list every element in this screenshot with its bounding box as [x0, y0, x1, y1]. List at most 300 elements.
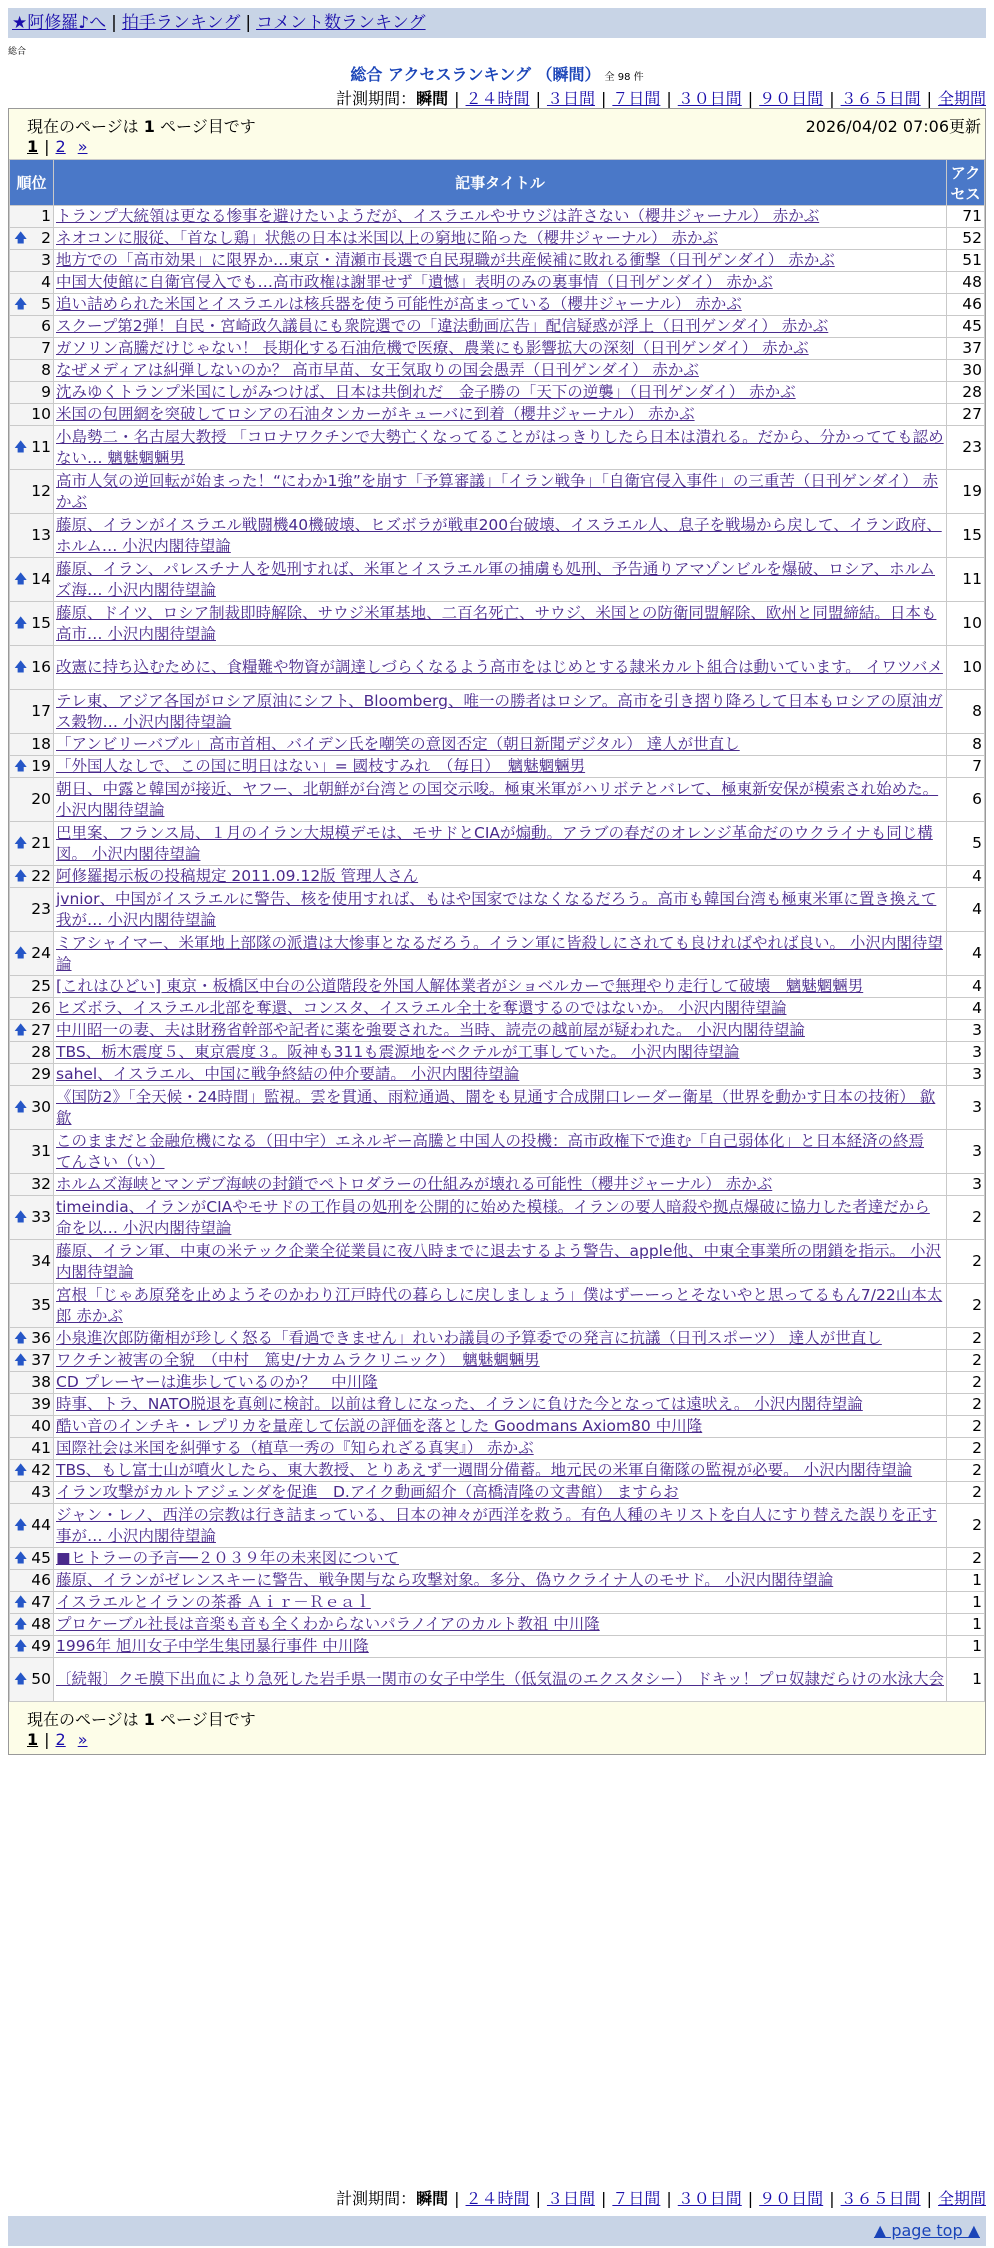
access-count: 3: [947, 1042, 985, 1064]
table-row: [10, 470, 985, 514]
rank-number: 23: [31, 900, 51, 918]
rank-cell: [10, 1482, 54, 1504]
title-cell: [54, 206, 947, 228]
period-selector-bottom: [336, 2186, 986, 2209]
article-link[interactable]: 〔続報〕クモ膜下出血により急死した岩手県一関市の女子中学生（低気温のエクスタシー） ドキッ！プロ奴隷だらけの水泳大会: [56, 1670, 944, 1688]
rank-cell: [10, 470, 54, 514]
table-row: [10, 1240, 985, 1284]
title-cell: [54, 734, 947, 756]
table-row: [10, 1394, 985, 1416]
title-cell: [54, 1548, 947, 1570]
rank-number: 6: [41, 317, 51, 335]
article-link[interactable]: 藤原、イラン、パレスチナ人を処刑すれば、米軍とイスラエル軍の捕虜も処刑、予告通りアマゾンビルを爆破、ロシア、ホルムズ海… 小沢内閣待望論: [56, 559, 936, 599]
period-separator: |: [666, 89, 672, 108]
rank-number: 16: [31, 658, 51, 676]
rank-cell: [10, 1086, 54, 1130]
rank-number: 30: [31, 1098, 51, 1116]
table-row: [10, 998, 985, 1020]
access-count: 8: [947, 690, 985, 734]
article-link[interactable]: timeindia、イランがCIAやモサドの工作員の処刑を公開的に始めた模様。イランの要人暗殺や拠点爆破に協力した者達だから命を以… 小沢内閣待望論: [56, 1197, 930, 1237]
access-count: 1: [947, 1614, 985, 1636]
title-cell: [54, 932, 947, 976]
access-count: 1: [947, 1592, 985, 1614]
period-separator: |: [535, 2189, 541, 2208]
title-cell: [54, 602, 947, 646]
title-cell: [54, 1570, 947, 1592]
period-current: 瞬間: [416, 2189, 449, 2208]
article-link[interactable]: 1996年 旭川女子中学生集団暴行事件 中川隆: [56, 1637, 369, 1655]
access-count: 7: [947, 756, 985, 778]
title-cell: [54, 228, 947, 250]
access-count: 71: [947, 206, 985, 228]
access-count: 19: [947, 470, 985, 514]
info-bar-top: [9, 109, 985, 159]
rank-number: 40: [31, 1417, 51, 1435]
rank-number: 41: [31, 1439, 51, 1457]
article-link[interactable]: ■ヒトラーの予言──２０３９年の未来図について: [56, 1549, 399, 1567]
rank-cell: [10, 866, 54, 888]
table-row: [10, 1350, 985, 1372]
rank-number: 27: [31, 1021, 51, 1039]
rank-cell: [10, 382, 54, 404]
access-count: 1: [947, 1570, 985, 1592]
period-label: 計測期間：: [336, 89, 417, 108]
title-cell: [54, 1614, 947, 1636]
title-cell: [54, 338, 947, 360]
table-row: [10, 866, 985, 888]
access-count: 51: [947, 250, 985, 272]
pager-page-2[interactable]: 2: [55, 137, 66, 156]
rank-number: 24: [31, 944, 51, 962]
up-arrow-icon: 🡅: [14, 1210, 28, 1225]
up-arrow-icon: 🡅: [14, 440, 28, 455]
page-top-link[interactable]: ▲ page top ▲: [873, 2221, 980, 2240]
access-count: 2: [947, 1240, 985, 1284]
table-row: [10, 1460, 985, 1482]
article-link[interactable]: ホルムズ海峡とマンデブ海峡の封鎖でペトロダラーの仕組みが壊れる可能性（櫻井ジャーナル） 赤かぶ: [56, 1175, 773, 1193]
title-cell: [54, 1636, 947, 1658]
rank-cell: [10, 1042, 54, 1064]
table-row: [10, 602, 985, 646]
title-cell: [54, 1372, 947, 1394]
up-arrow-icon: 🡅: [14, 231, 28, 246]
title-cell: [54, 294, 947, 316]
updated-timestamp: 2026/04/02 07:06更新: [805, 117, 981, 136]
rank-number: 18: [31, 735, 51, 753]
up-arrow-icon: 🡅: [14, 1100, 28, 1115]
table-row: [10, 1416, 985, 1438]
title-cell: [54, 1350, 947, 1372]
footer-bar: [8, 2216, 986, 2246]
period-link-2[interactable]: ７日間: [612, 89, 661, 108]
period-separator: |: [926, 89, 932, 108]
up-arrow-icon: 🡅: [14, 1023, 28, 1038]
access-count: 30: [947, 360, 985, 382]
table-row: [10, 404, 985, 426]
table-row: [10, 360, 985, 382]
table-row: [10, 382, 985, 404]
rank-number: 12: [31, 482, 51, 500]
access-count: 2: [947, 1394, 985, 1416]
rank-number: 48: [31, 1615, 51, 1633]
article-link[interactable]: なぜメディアは糾弾しないのか？ 高市早苗、女王気取りの国会愚弄（日刊ゲンダイ） 赤かぶ: [56, 361, 699, 379]
article-link[interactable]: トランプ大統領は更なる惨事を避けたいようだが、イスラエルやサウジは許さない（櫻井ジャーナル） 赤かぶ: [56, 207, 820, 225]
title-cell: [54, 1284, 947, 1328]
up-arrow-icon: 🡅: [14, 1353, 28, 1368]
up-arrow-icon: 🡅: [14, 297, 28, 312]
info-bar-bottom: [9, 1702, 985, 1754]
title-cell: [54, 404, 947, 426]
total-count: 全 98 件: [604, 72, 644, 83]
rank-cell: [10, 404, 54, 426]
access-count: 37: [947, 338, 985, 360]
rank-cell: [10, 602, 54, 646]
rank-cell: [10, 206, 54, 228]
rank-number: 21: [31, 834, 51, 852]
article-link[interactable]: このままだと金融危機になる（田中宇）エネルギー高騰と中国人の投機：高市政権下で進む「自己弱体化」と日本経済の終焉 てんさい（い）: [56, 1131, 925, 1171]
period-link-5[interactable]: ３６５日間: [840, 2189, 921, 2208]
article-link[interactable]: 藤原、ドイツ、ロシア制裁即時解除、サウジ米軍基地、二百名死亡、サウジ、米国との防衛同盟解除、欧州と同盟締結。日本も高市… 小沢内閣待望論: [56, 603, 937, 643]
rank-number: 38: [31, 1373, 51, 1391]
article-link[interactable]: 宮根「じゃあ原発を止めようそのかわり江戸時代の暮らしに戻しましょう」僕はずーーっとそないやと思ってるもん7/22山本太郎 赤かぶ: [56, 1285, 943, 1325]
rank-cell: [10, 822, 54, 866]
home-link[interactable]: ★阿修羅♪へ: [12, 13, 107, 33]
pager-top: 1 | 2 »: [27, 137, 88, 156]
title-cell: [54, 1416, 947, 1438]
nav-separator: |: [111, 13, 117, 33]
article-link[interactable]: 小泉進次郎防衛相が珍しく怒る「看過できません」れいわ議員の予算委での発言に抗議（日刊スポーツ） 達人が世直し: [56, 1329, 882, 1347]
article-link[interactable]: ジャン・レノ、西洋の宗教は行き詰まっている、日本の神々が西洋を救う。有色人種のキリストを白人にすり替えた誤りを正す事が… 小沢内閣待望論: [56, 1505, 938, 1545]
title-cell: [54, 778, 947, 822]
title-cell: [54, 1438, 947, 1460]
rank-cell: [10, 998, 54, 1020]
rank-cell: [10, 514, 54, 558]
period-link-4[interactable]: ９０日間: [759, 2189, 824, 2208]
access-count: 10: [947, 602, 985, 646]
table-row: [10, 1196, 985, 1240]
table-row: [10, 1548, 985, 1570]
up-arrow-icon: 🡅: [14, 572, 28, 587]
table-row: [10, 778, 985, 822]
pager-page-2[interactable]: 2: [55, 1730, 66, 1749]
access-count: 52: [947, 228, 985, 250]
rank-number: 46: [31, 1571, 51, 1589]
rank-cell: [10, 426, 54, 470]
access-count: 15: [947, 514, 985, 558]
rank-cell: [10, 1328, 54, 1350]
rank-number: 45: [31, 1549, 51, 1567]
period-separator: |: [829, 2189, 835, 2208]
access-count: 2: [947, 1416, 985, 1438]
rank-number: 1: [41, 207, 51, 225]
title-cell: [54, 1240, 947, 1284]
rank-number: 10: [31, 405, 51, 423]
table-row: [10, 426, 985, 470]
rank-number: 13: [31, 526, 51, 544]
article-link[interactable]: 沈みゆくトランプ米国にしがみつけば、日本は共倒れだ 金子勝の「天下の逆襲」（日刊ゲンダイ） 赤かぶ: [56, 383, 796, 401]
rank-number: 37: [31, 1351, 51, 1369]
rank-cell: [10, 338, 54, 360]
pager-next-arrow[interactable]: »: [77, 137, 88, 156]
up-arrow-icon: 🡅: [14, 1639, 28, 1654]
article-link[interactable]: プロケーブル社長は音楽も音も全くわからないパラノイアのカルト教祖 中川隆: [56, 1615, 600, 1633]
rank-number: 35: [31, 1296, 51, 1314]
article-link[interactable]: 「アンビリーバブル」高市首相、バイデン氏を嘲笑の意図否定（朝日新聞デジタル） 達人が世直し: [56, 735, 740, 753]
period-separator: |: [747, 89, 754, 108]
rank-number: 31: [31, 1142, 51, 1160]
rank-number: 15: [31, 614, 51, 632]
up-arrow-icon: 🡅: [14, 1331, 28, 1346]
up-arrow-icon: 🡅: [14, 1595, 28, 1610]
access-count: 45: [947, 316, 985, 338]
access-count: 48: [947, 272, 985, 294]
rank-cell: [10, 1240, 54, 1284]
article-link[interactable]: スクープ第2弾！自民・宮崎政久議員にも衆院選での「違法動画広告」配信疑惑が浮上（日刊ゲンダイ） 赤かぶ: [56, 317, 829, 335]
article-link[interactable]: イラン攻撃がカルトアジェンダを促進 D.アイク動画紹介（高橋清隆の文書館） ますらお: [56, 1483, 679, 1501]
access-count: 6: [947, 778, 985, 822]
title-cell: [54, 382, 947, 404]
rank-cell: [10, 1394, 54, 1416]
clap-ranking-link[interactable]: 拍手ランキング: [121, 13, 241, 33]
article-link[interactable]: ガソリン高騰だけじゃない！ 長期化する石油危機で医療、農業にも影響拡大の深刻（日刊ゲンダイ） 赤かぶ: [56, 339, 809, 357]
article-link[interactable]: 追い詰められた米国とイスラエルは核兵器を使う可能性が高まっている（櫻井ジャーナル） 赤かぶ: [56, 295, 742, 313]
title-cell: [54, 426, 947, 470]
title-cell: [54, 360, 947, 382]
article-link[interactable]: 改憲に持ち込むために、食糧難や物資が調達しづらくなるよう高市をはじめとする隷米カルト組合は動いています。 イワツバメ: [56, 658, 943, 676]
rank-number: 28: [31, 1043, 51, 1061]
rank-cell: [10, 646, 54, 690]
access-count: 2: [947, 1548, 985, 1570]
table-row: [10, 822, 985, 866]
comment-ranking-link[interactable]: コメント数ランキング: [256, 13, 426, 33]
table-row: [10, 1064, 985, 1086]
rank-cell: [10, 1658, 54, 1702]
title-cell: [54, 514, 947, 558]
rank-cell: [10, 1548, 54, 1570]
title-cell: [54, 272, 947, 294]
access-count: 23: [947, 426, 985, 470]
period-separator: |: [454, 2189, 460, 2208]
article-link[interactable]: 藤原、イラン軍、中東の米テック企業全従業員に夜八時までに退去するよう警告、apple他、中東全事業所の閉鎖を指示。 小沢内閣待望論: [56, 1241, 941, 1281]
table-row: [10, 888, 985, 932]
rank-cell: [10, 1614, 54, 1636]
article-link[interactable]: テレ東、アジア各国がロシア原油にシフト、Bloomberg、唯一の勝者はロシア。高市を引き摺り降ろして日本もロシアの原油ガス穀物… 小沢内閣待望論: [56, 691, 943, 731]
access-count: 5: [947, 822, 985, 866]
table-row: [10, 316, 985, 338]
title-cell: [54, 976, 947, 998]
access-count: 4: [947, 866, 985, 888]
article-link[interactable]: 小島勢二・名古屋大教授 「コロナワクチンで大勢亡くなってることがはっきりしたら日本は潰れる。だから、分かってても認めない… 魑魅魍魎男: [56, 427, 944, 467]
period-link-2[interactable]: ７日間: [612, 2189, 661, 2208]
article-link[interactable]: 酷い音のインチキ・レプリカを量産して伝説の評価を落とした Goodmans Axiom80 中川隆: [56, 1417, 703, 1435]
title-cell: [54, 470, 947, 514]
article-link[interactable]: sahel、イスラエル、中国に戦争終結の仲介要請。 小沢内閣待望論: [56, 1065, 520, 1083]
table-row: [10, 1130, 985, 1174]
rank-cell: [10, 1460, 54, 1482]
header-access: アクセス: [947, 160, 985, 206]
period-separator: |: [747, 2189, 754, 2208]
article-link[interactable]: 巴里案、フランス局、１月のイラン大規模デモは、モサドとCIAが煽動。アラブの春だのオレンジ革命だのウクライナも同じ構図。 小沢内閣待望論: [56, 823, 933, 863]
rank-cell: [10, 888, 54, 932]
title-cell: [54, 1174, 947, 1196]
period-link-3[interactable]: ３０日間: [677, 2189, 742, 2208]
current-page-text: 現在のページは 1 ページ目です: [27, 117, 256, 136]
access-count: 4: [947, 932, 985, 976]
period-separator: |: [926, 2189, 932, 2208]
title-cell: [54, 1394, 947, 1416]
period-link-6[interactable]: 全期間: [937, 2189, 986, 2208]
article-link[interactable]: 国際社会は米国を糾弾する（植草一秀の『知られざる真実』） 赤かぶ: [56, 1439, 534, 1457]
article-link[interactable]: 地方での「高市効果」に限界か…東京・清瀬市長選で自民現職が共産候補に敗れる衝撃（日刊ゲンダイ） 赤かぶ: [56, 251, 835, 269]
period-link-1[interactable]: ３日間: [546, 89, 595, 108]
article-link[interactable]: 中国大使館に自衛官侵入でも…高市政権は謝罪せず「遺憾」表明のみの裏事情（日刊ゲンダイ） 赤かぶ: [56, 273, 773, 291]
access-count: 2: [947, 1284, 985, 1328]
period-separator: |: [600, 2189, 607, 2208]
table-row: [10, 1020, 985, 1042]
category-label: 総合: [8, 47, 27, 57]
rank-cell: [10, 734, 54, 756]
period-link-3[interactable]: ３０日間: [677, 89, 742, 108]
access-count: 27: [947, 404, 985, 426]
article-link[interactable]: ワクチン被害の全貌 （中村 篤史/ナカムラクリニック） 魑魅魍魎男: [56, 1351, 540, 1369]
rank-number: 14: [31, 570, 51, 588]
article-link[interactable]: 阿修羅掲示板の投稿規定 2011.09.12版 管理人さん: [56, 867, 419, 885]
table-row: [10, 932, 985, 976]
access-count: 3: [947, 1086, 985, 1130]
rank-number: 22: [31, 867, 51, 885]
rank-number: 47: [31, 1593, 51, 1611]
up-arrow-icon: 🡅: [14, 1672, 28, 1687]
top-nav-bar: [8, 8, 986, 38]
article-link[interactable]: 藤原、イランがゼレンスキーに警告、戦争関与なら攻撃対象。多分、偽ウクライナ人のモサド。 小沢内閣待望論: [56, 1571, 834, 1589]
article-link[interactable]: ネオコンに服従、「首なし鶏」状態の日本は米国以上の窮地に陥った（櫻井ジャーナル） 赤かぶ: [56, 229, 718, 247]
table-row: [10, 558, 985, 602]
period-link-0[interactable]: ２４時間: [465, 89, 530, 108]
article-link[interactable]: ミアシャイマー、米軍地上部隊の派遣は大惨事となるだろう。イラン軍に皆殺しにされても良ければやれば良い。 小沢内閣待望論: [56, 933, 943, 973]
article-link[interactable]: 米国の包囲網を突破してロシアの石油タンカーがキューバに到着（櫻井ジャーナル） 赤かぶ: [56, 405, 695, 423]
title-cell: [54, 822, 947, 866]
pager-current: 1: [27, 1730, 39, 1749]
table-row: [10, 1372, 985, 1394]
period-separator: |: [600, 89, 607, 108]
title-cell: [54, 1042, 947, 1064]
rank-number: 34: [31, 1252, 51, 1270]
up-arrow-icon: 🡅: [14, 1518, 28, 1533]
article-link[interactable]: イスラエルとイランの茶番 Ａｉｒ－Ｒｅａｌ: [56, 1593, 371, 1611]
up-arrow-icon: 🡅: [14, 1617, 28, 1632]
rank-cell: [10, 250, 54, 272]
article-link[interactable]: CD プレーヤーは進歩しているのか？ 中川隆: [56, 1373, 378, 1391]
article-link[interactable]: TBS、もし富士山が噴火したら、東大教授、とりあえず一週間分備蓄。地元民の米軍自衛隊の監視が必要。 小沢内閣待望論: [56, 1461, 913, 1479]
title-cell: [54, 316, 947, 338]
up-arrow-icon: 🡅: [14, 836, 28, 851]
table-row: [10, 294, 985, 316]
rank-cell: [10, 932, 54, 976]
title-cell: [54, 690, 947, 734]
rank-cell: [10, 1636, 54, 1658]
article-link[interactable]: 中川昭一の妻、夫は財務省幹部や記者に薬を強要された。当時、読売の越前屋が疑われた。 小沢内閣待望論: [56, 1021, 805, 1039]
access-count: 46: [947, 294, 985, 316]
title-cell: [54, 1196, 947, 1240]
article-link[interactable]: 《国防2》「全天候・24時間」監視。雲を貫通、雨粒通過、闇をも見通す合成開口レーダー衛星（世界を動かす日本の技術） 歙歙: [56, 1087, 936, 1127]
table-row: [10, 1592, 985, 1614]
title-cell: [54, 250, 947, 272]
period-label: 計測期間：: [336, 2189, 417, 2208]
rank-cell: [10, 558, 54, 602]
period-link-1[interactable]: ３日間: [546, 2189, 595, 2208]
table-row: [10, 338, 985, 360]
period-link-5[interactable]: ３６５日間: [840, 89, 921, 108]
article-link[interactable]: 朝日、中露と韓国が接近、ヤフー、北朝鮮が台湾との国交示唆。極東米軍がハリボテとバレて、極東新安保が模索され始めた。 小沢内閣待望論: [56, 779, 939, 819]
period-separator: |: [666, 2189, 672, 2208]
title-cell: [54, 888, 947, 932]
rank-cell: [10, 1350, 54, 1372]
article-link[interactable]: 時事、トラ、NATO脱退を真剣に検討。以前は脅しになった、イランに負けた今となっては遠吠え。 小沢内閣待望論: [56, 1395, 863, 1413]
title-cell: [54, 1482, 947, 1504]
rank-number: 32: [31, 1175, 51, 1193]
rank-number: 17: [31, 702, 51, 720]
access-count: 2: [947, 1328, 985, 1350]
access-count: 2: [947, 1460, 985, 1482]
article-link[interactable]: 藤原、イランがイスラエル戦闘機40機破壊、ヒズボラが戦車200台破壊、イスラエル人、息子を戦場から戻して、イラン政府、ホルム… 小沢内閣待望論: [56, 515, 942, 555]
title-cell: [54, 998, 947, 1020]
access-count: 2: [947, 1196, 985, 1240]
article-link[interactable]: 高市人気の逆回転が始まった！“にわか1強”を崩す「予算審議」「イラン戦争」「自衛官侵入事件」の三重苦（日刊ゲンダイ） 赤かぶ: [56, 471, 939, 511]
rank-number: 26: [31, 999, 51, 1017]
access-count: 10: [947, 646, 985, 690]
rank-cell: [10, 1284, 54, 1328]
header-rank: 順位: [10, 160, 54, 206]
article-link[interactable]: ヒズボラ、イスラエル北部を奪還、コンスタ、イスラエル全土を奪還するのではないか。 小沢内閣待望論: [56, 999, 787, 1017]
up-arrow-icon: 🡅: [14, 869, 28, 884]
rank-cell: [10, 316, 54, 338]
title-cell: [54, 866, 947, 888]
title-cell: [54, 558, 947, 602]
rank-cell: [10, 778, 54, 822]
access-count: 4: [947, 976, 985, 998]
article-link[interactable]: [これはひどい] 東京・板橋区中台の公道階段を外国人解体業者がショベルカーで無理やり走行して破壊 魑魅魍魎男: [56, 977, 864, 995]
article-link[interactable]: 「外国人なしで、この国に明日はない」= 國枝すみれ （毎日） 魑魅魍魎男: [56, 757, 586, 775]
table-row: [10, 756, 985, 778]
period-link-0[interactable]: ２４時間: [465, 2189, 530, 2208]
title-cell: [54, 1504, 947, 1548]
rank-cell: [10, 1064, 54, 1086]
article-link[interactable]: jvnior、中国がイスラエルに警告、核を使用すれば、もはや国家ではなくなるだろう。高市も韓国台湾も極東米軍に置き換えて我が… 小沢内閣待望論: [56, 889, 937, 929]
nav-separator: |: [245, 13, 252, 33]
rank-cell: [10, 1416, 54, 1438]
table-row: [10, 1636, 985, 1658]
ranking-title: [0, 62, 994, 85]
rank-number: 20: [31, 790, 51, 808]
rank-cell: [10, 690, 54, 734]
access-count: 3: [947, 1174, 985, 1196]
period-selector-top: [336, 86, 986, 109]
up-arrow-icon: 🡅: [14, 759, 28, 774]
access-count: 2: [947, 1350, 985, 1372]
table-row: [10, 1284, 985, 1328]
access-count: 1: [947, 1658, 985, 1702]
pager-next-arrow[interactable]: »: [77, 1730, 88, 1749]
article-link[interactable]: TBS、栃木震度５、東京震度３。阪神も311も震源地をベクテルが工事していた。 小沢内閣待望論: [56, 1043, 740, 1061]
period-link-6[interactable]: 全期間: [937, 89, 986, 108]
table-row: [10, 1086, 985, 1130]
period-link-4[interactable]: ９０日間: [759, 89, 824, 108]
rank-cell: [10, 1372, 54, 1394]
rank-number: 7: [41, 339, 51, 357]
rank-number: 9: [41, 383, 51, 401]
up-arrow-icon: 🡅: [14, 946, 28, 961]
table-row: [10, 1614, 985, 1636]
